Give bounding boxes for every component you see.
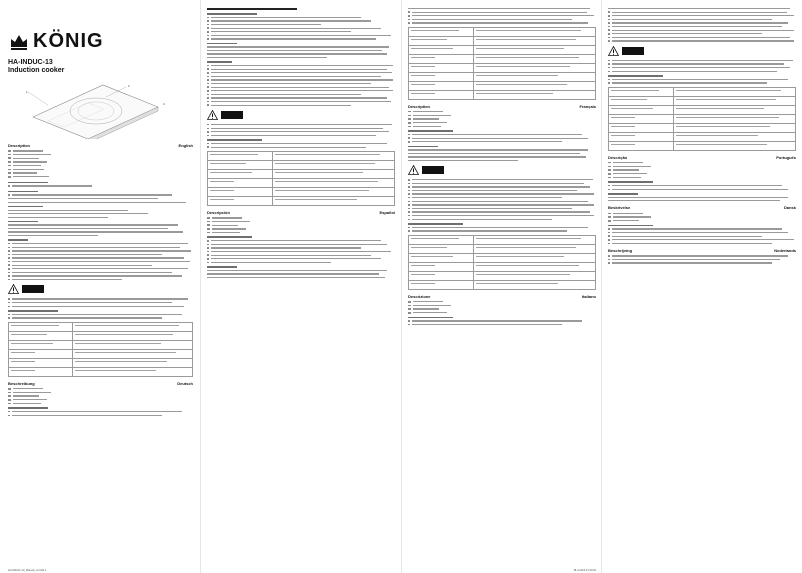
brand-wordmark: KÖNIG bbox=[33, 30, 104, 52]
error-code-table-dutch bbox=[408, 27, 596, 100]
error-code-table-german bbox=[207, 151, 395, 206]
section-header-english: Description English bbox=[8, 143, 193, 148]
caution-triangle-icon bbox=[8, 284, 19, 294]
induction-cooker-illustration bbox=[8, 77, 193, 139]
section-header-portuguese: Descrição Português bbox=[608, 154, 796, 160]
section-header-italian: Descrizione Italiano bbox=[408, 293, 596, 299]
column-4 bbox=[608, 0, 796, 573]
caution-triangle-icon bbox=[207, 110, 218, 120]
column-3 bbox=[408, 0, 596, 573]
error-code-table-english bbox=[8, 322, 193, 377]
svg-text:3: 3 bbox=[163, 102, 165, 106]
page-fold-1 bbox=[200, 0, 201, 573]
section-header-dutch: Beschrijving Nederlands bbox=[608, 248, 796, 254]
german-heading bbox=[207, 8, 395, 10]
model-number: HA-INDUC-13 bbox=[8, 59, 53, 66]
crown-logo-icon bbox=[8, 31, 30, 53]
caution-block-3 bbox=[408, 165, 596, 175]
footer-file-name: HA-INDUC-13_Manual_ml.indd 1 bbox=[8, 569, 47, 572]
caution-block bbox=[8, 284, 193, 294]
section-header-french: Description Français bbox=[408, 103, 596, 109]
section-header-german: Beschreibung Deutsch bbox=[8, 380, 193, 386]
caution-triangle-icon bbox=[408, 165, 419, 175]
page-fold-2 bbox=[401, 0, 402, 573]
column-2 bbox=[207, 0, 395, 573]
product-name: Induction cooker bbox=[8, 67, 65, 74]
svg-text:2: 2 bbox=[128, 84, 130, 88]
brand-logo bbox=[8, 30, 193, 53]
caution-triangle-icon bbox=[608, 46, 619, 56]
column-1 bbox=[8, 0, 193, 573]
page-fold-3 bbox=[601, 0, 602, 573]
footer-timestamp: 18-4-2013 12:20:04 bbox=[573, 569, 596, 572]
error-code-table-portuguese bbox=[608, 87, 796, 151]
caution-block-2 bbox=[207, 110, 395, 120]
section-header-danish: Beskrivelse Dansk bbox=[608, 205, 796, 211]
svg-text:1: 1 bbox=[26, 90, 28, 94]
section-header-spanish: Descripción Español bbox=[207, 209, 395, 215]
caution-block-4 bbox=[608, 46, 796, 56]
error-code-table-french bbox=[408, 235, 596, 290]
